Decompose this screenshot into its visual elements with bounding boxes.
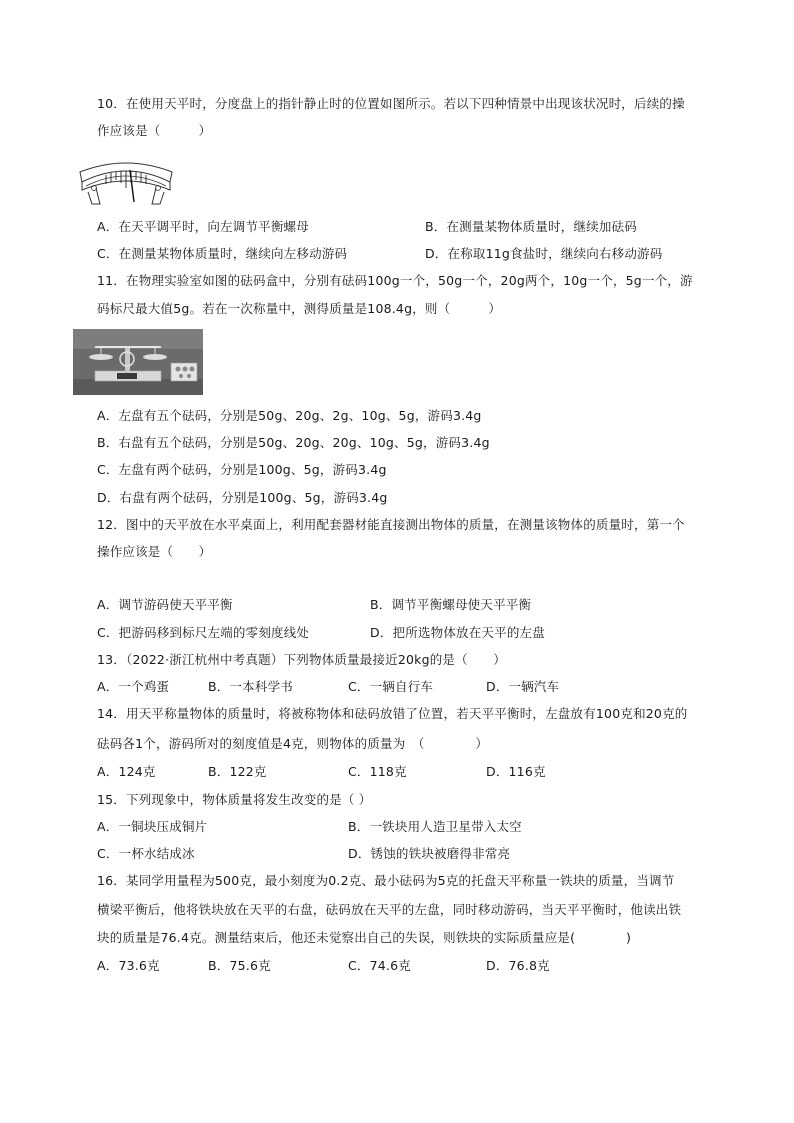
question-16-option-a[interactable]: A．73.6克: [97, 958, 160, 973]
question-14-option-b[interactable]: B．122克: [208, 764, 267, 779]
question-14-text: 砝码各1个，游码所对的刻度值是4克，则物体的质量为 （ ）: [97, 736, 489, 751]
question-14-option-d[interactable]: D．116克: [486, 764, 546, 779]
question-11-option-c[interactable]: C．左盘有两个砝码，分别是100g、5g，游码3.4g: [97, 462, 387, 477]
question-10-option-c[interactable]: C．在测量某物体质量时，继续向左移动游码: [97, 246, 348, 261]
question-16-text: 块的质量是76.4克。测量结束后，他还未觉察出自己的失误，则铁块的实际质量应是( ): [97, 930, 632, 945]
question-12-text: 12．图中的天平放在水平桌面上，利用配套器材能直接测出物体的质量，在测量该物体的质量时，第一个: [97, 517, 685, 532]
balance-and-weight-box-photo: [73, 329, 203, 395]
question-14-option-a[interactable]: A．124克: [97, 764, 156, 779]
question-11-option-d[interactable]: D．右盘有两个砝码，分别是100g、5g，游码3.4g: [97, 490, 388, 505]
question-15-option-a[interactable]: A．一铜块压成铜片: [97, 819, 208, 834]
question-12-option-d[interactable]: D．把所选物体放在天平的左盘: [370, 625, 545, 640]
question-12-option-a[interactable]: A．调节游码使天平平衡: [97, 597, 233, 612]
question-15-option-d[interactable]: D．锈蚀的铁块被磨得非常亮: [348, 846, 511, 861]
balance-dial-figure: [78, 158, 174, 208]
question-13-text: 13．（2022·浙江杭州中考真题）下列物体质量最接近20kg的是（ ）: [97, 652, 506, 667]
question-10-option-b[interactable]: B．在测量某物体质量时，继续加砝码: [425, 219, 637, 234]
question-15-text: 15．下列现象中，物体质量将发生改变的是（ ）: [97, 792, 372, 807]
question-10-option-a[interactable]: A．在天平调平时，向左调节平衡螺母: [97, 219, 309, 234]
question-13-option-a[interactable]: A．一个鸡蛋: [97, 679, 170, 694]
question-16-text: 16．某同学用量程为500克，最小刻度为0.2克、最小砝码为5克的托盘天平称量一铁块的质量，当调节: [97, 873, 675, 888]
question-16-text: 横梁平衡后，他将铁块放在天平的右盘，砝码放在天平的左盘，同时移动游码，当天平平衡时，他读出铁: [97, 902, 682, 917]
question-11-text: 11．在物理实验室如图的砝码盒中，分别有砝码100g一个，50g一个，20g两个，10g一个，5g一个，游: [97, 273, 693, 288]
question-16-option-b[interactable]: B．75.6克: [208, 958, 271, 973]
question-14-option-c[interactable]: C．118克: [348, 764, 407, 779]
question-13-option-d[interactable]: D．一辆汽车: [486, 679, 560, 694]
question-13-option-c[interactable]: C．一辆自行车: [348, 679, 434, 694]
question-16-option-c[interactable]: C．74.6克: [348, 958, 411, 973]
question-16-option-d[interactable]: D．76.8克: [486, 958, 550, 973]
question-10-text: 作应该是（ ）: [97, 123, 212, 138]
question-15-option-c[interactable]: C．一杯水结成冰: [97, 846, 195, 861]
question-11-text: 码标尺最大值5g。若在一次称量中，测得质量是108.4g，则（ ）: [97, 301, 502, 316]
question-11-option-a[interactable]: A．左盘有五个砝码，分别是50g、20g、2g、10g、5g，游码3.4g: [97, 408, 482, 423]
question-12-option-b[interactable]: B．调节平衡螺母使天平平衡: [370, 597, 532, 612]
question-11-option-b[interactable]: B．右盘有五个砝码，分别是50g、20g、20g、10g、5g，游码3.4g: [97, 435, 490, 450]
question-10-option-d[interactable]: D．在称取11g食盐时，继续向右移动游码: [425, 246, 663, 261]
question-12-option-c[interactable]: C．把游码移到标尺左端的零刻度线处: [97, 625, 310, 640]
question-14-text: 14．用天平称量物体的质量时，将被称物体和砝码放错了位置，若天平平衡时，左盘放有100克和20克的: [97, 706, 688, 721]
question-15-option-b[interactable]: B．一铁块用人造卫星带入太空: [348, 819, 522, 834]
question-12-text: 操作应该是（ ）: [97, 544, 212, 559]
question-13-option-b[interactable]: B．一本科学书: [208, 679, 293, 694]
question-10-text: 10．在使用天平时，分度盘上的指针静止时的位置如图所示。若以下四种情景中出现该状况时，后续的操: [97, 96, 685, 111]
